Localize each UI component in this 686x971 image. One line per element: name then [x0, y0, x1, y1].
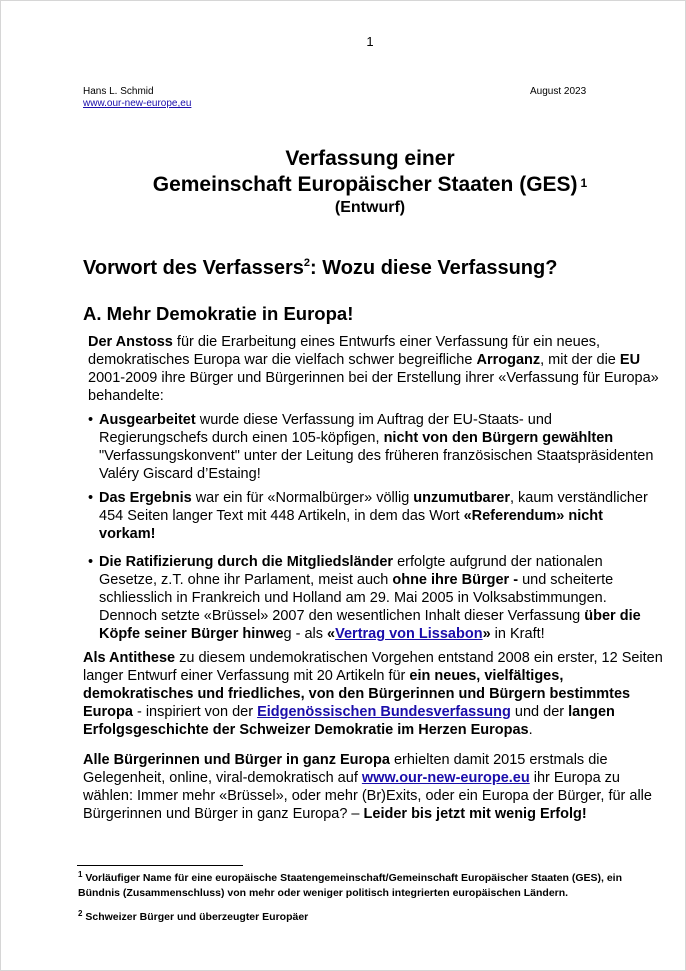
bullet-dot: •: [88, 412, 94, 428]
footnote-1: [78, 871, 653, 900]
bold-text: ohne ihre Bürger -: [392, 572, 519, 588]
text: , kaum verständlicher 454 Seiten langer Text mit 448 Artikeln, in dem das Wort: [99, 490, 648, 524]
paragraph-antithese: [83, 649, 665, 739]
text: ihr Europa zu wählen: Immer mehr «Brüssel», oder mehr (Br)Exits, oder ein Europa der Bürger, für alle Bürgerinnen und Bürger in ganz Europa? –: [83, 770, 652, 822]
bold-text: Die Ratifizierung durch die Mitgliedsländer: [99, 554, 394, 570]
bullet-item-ratifizierung: [88, 553, 663, 643]
bullet-dot: •: [88, 554, 94, 570]
author-name: Hans L. Schmid: [83, 86, 154, 97]
bold-text: Der Anstoss: [88, 334, 173, 350]
website-link[interactable]: www.our-new-europe,eu: [83, 98, 192, 109]
bold-text: ein neues, vielfältiges, demokratisches und friedliches, von den Bürgerinnen und Bürgern bestimmtes Europa: [83, 668, 631, 720]
bold-text: Das Ergebnis: [99, 490, 192, 506]
bold-text: «: [327, 626, 336, 642]
text: in Kraft!: [490, 626, 545, 642]
footnote-number: 2: [78, 909, 83, 918]
title-line-2-text: Gemeinschaft Europäischer Staaten (GES): [152, 173, 578, 196]
heading-vorwort: [83, 257, 557, 280]
bold-text: Ausgearbeitet: [99, 412, 196, 428]
footnote-marker-2[interactable]: 2: [303, 257, 310, 269]
our-new-europe-link[interactable]: www.our-new-europe.eu: [361, 770, 530, 786]
bundesverfassung-link[interactable]: Eidgenössischen Bundesverfassung: [257, 704, 511, 720]
bullet-dot: •: [88, 490, 94, 506]
title-line-1: Verfassung einer: [285, 147, 455, 170]
bold-text: nicht von den Bürgern gewählten: [383, 430, 614, 446]
text: wurde diese Verfassung im Auftrag der EU-Staats- und Regierungschefs durch einen 105-köpfigen,: [99, 412, 552, 446]
document-date: August 2023: [530, 86, 587, 97]
text: zu diesem undemokratischen Vorgehen entstand 2008 ein erster, 12 Seiten langer Entwurf einer Verfassung mit 20 Artikeln für: [83, 650, 663, 684]
bullet-item-ergebnis: [88, 489, 663, 543]
text: für die Erarbeitung eines Entwurfs einer Verfassung für ein neues, demokratisches Europa war die vielfach schwer begreifliche: [88, 334, 601, 368]
bold-text: Alle Bürgerinnen und Bürger in ganz Europa: [83, 752, 390, 768]
text: .: [528, 722, 533, 738]
bold-text: langen Erfolgsgeschichte der Schweizer Demokratie im Herzen Europas: [83, 704, 615, 738]
text: , mit der die: [540, 352, 620, 368]
heading-vorwort-question: : Wozu diese Verfassung?: [309, 257, 558, 279]
text: 2001-2009 ihre Bürger und Bürgerinnen bei der Erstellung ihrer «Verfassung für Europa» behandelte:: [88, 370, 659, 404]
text: war ein für «Normalbürger» völlig: [191, 490, 414, 506]
paragraph-anstoss: [88, 333, 663, 405]
footnote-text: Vorläufiger Name für eine europäische Staatengemeinschaft/Gemeinschaft Europäischer Staaten (GES), ein Bündnis (Zusammenschluss) von mehr oder weniger politisch integrierten europäischen Ländern.: [78, 872, 622, 899]
text: - inspiriert von der: [132, 704, 258, 720]
heading-section-a: A. Mehr Demokratie in Europa!: [83, 303, 354, 324]
bold-text: «Referendum» nicht vorkam!: [99, 508, 603, 542]
paragraph-alle-buerger: [83, 751, 665, 823]
text: "Verfassungskonvent" unter der Leitung des früheren französischen Staatspräsidenten Valéry Giscard d’Estaing!: [99, 448, 654, 482]
page-number: 1: [366, 34, 374, 49]
footnote-divider: [77, 865, 243, 866]
title-footnote-marker[interactable]: 1: [580, 176, 588, 190]
footnote-text: Schweizer Bürger und überzeugter Europäer: [82, 911, 309, 923]
lissabon-link[interactable]: Vertrag von Lissabon: [335, 626, 483, 642]
bold-text: »: [482, 626, 491, 642]
text: g - als: [283, 626, 328, 642]
text: erfolgte aufgrund der nationalen Gesetze, z.T. ohne ihr Parlament, meist auch: [99, 554, 603, 588]
bold-text: Arroganz: [476, 352, 541, 368]
bold-text: unzumutbarer: [413, 490, 510, 506]
text: erhielten damit 2015 erstmals die Gelegenheit, online, viral-demokratisch auf: [83, 752, 608, 786]
author-block: [83, 86, 191, 110]
title-line-3: (Entwurf): [334, 199, 406, 216]
bold-text: Leider bis jetzt mit wenig Erfolg!: [363, 806, 587, 822]
bold-text: über die Köpfe seiner Bürger hinwe: [99, 608, 641, 642]
footnote-2: [78, 910, 653, 925]
bullet-item-ausgearbeitet: [88, 411, 663, 483]
text: und scheiterte schliesslich in Frankreich und Holland am 29. Mai 2005 in Volksabstimmungen. Dennoch setzte «Brüssel» 2007 den wesentlichen Inhalt dieser Verfassung: [99, 572, 614, 624]
footnote-number: 1: [78, 870, 83, 879]
bold-text: Als Antithese: [83, 650, 176, 666]
title-line-2: [0, 173, 686, 197]
text: und der: [510, 704, 569, 720]
heading-vorwort-text: Vorwort des Verfassers: [83, 257, 304, 279]
bold-text: EU: [619, 352, 641, 368]
